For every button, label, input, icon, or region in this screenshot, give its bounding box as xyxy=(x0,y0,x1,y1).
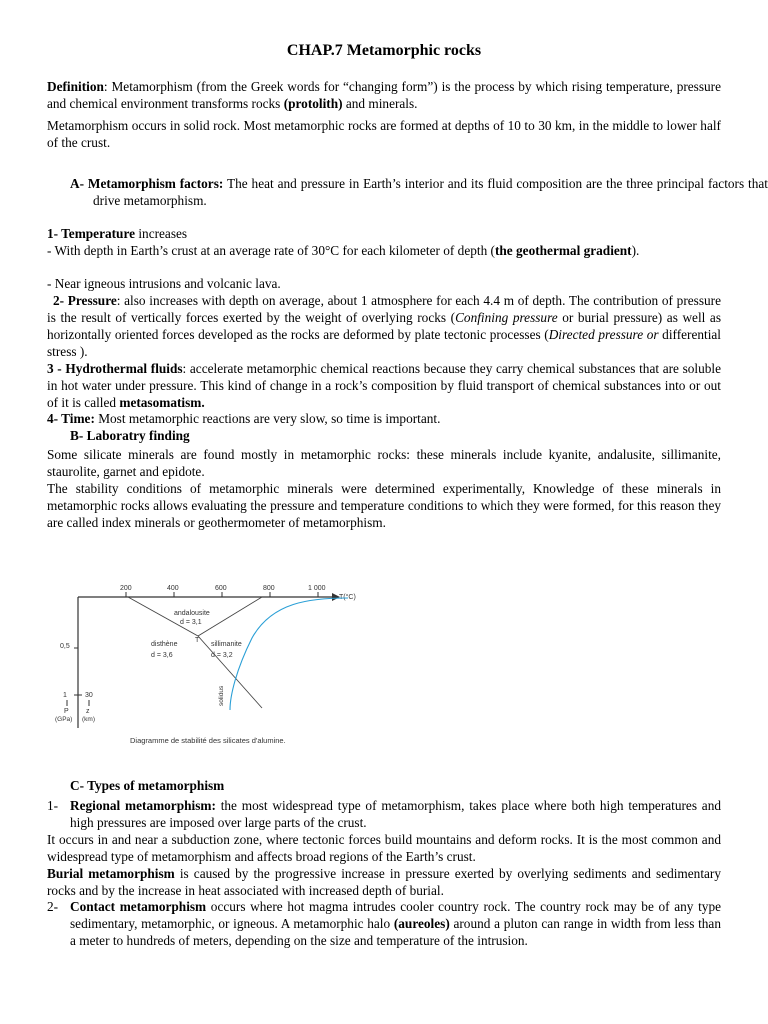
temperature-depth-line: - With depth in Earth’s crust at an average rate of 30°C for each kilometer of depth (the geothermal gradient). xyxy=(47,243,640,258)
t-tick-400: 400 xyxy=(167,585,179,592)
page-title: CHAP.7 Metamorphic rocks xyxy=(286,42,482,59)
metasomatism-term: metasomatism. xyxy=(119,395,205,410)
definition-paragraph: Definition: Metamorphism (from the Greek words for “changing form”) is the process by which rising temperature, pressure and chemical environment transforms rocks (protolith) and minerals. xyxy=(47,79,721,111)
disthene-density: d = 3,6 xyxy=(151,652,173,659)
z-axis-label: z xyxy=(86,708,90,715)
andalousite-label: andalousite xyxy=(174,610,210,617)
section-a-heading: A- Metamorphism factors: xyxy=(70,176,224,191)
t-tick-200: 200 xyxy=(120,585,132,592)
burial-paragraph: Burial metamorphism is caused by the progressive increase in pressure exerted by overlying sediments and sedimentary rocks and by the increase in heat associated with increased depth of burial. xyxy=(47,866,721,898)
section-c-heading: C- Types of metamorphism xyxy=(70,778,225,793)
regional-metamorphism-item: 1- Regional metamorphism: the most widespread type of metamorphism, takes place where both high temperatures and high pressures are imposed over large parts of the crust. xyxy=(47,798,721,830)
sillimanite-density: d = 3,2 xyxy=(211,652,233,659)
t-tick-600: 600 xyxy=(215,585,227,592)
time-paragraph: 4- Time: Most metamorphic reactions are very slow, so time is important. xyxy=(47,411,441,426)
p-tick-0-5: 0,5 xyxy=(60,643,70,650)
geothermal-gradient-term: the geothermal gradient xyxy=(494,243,632,258)
time-heading: 4- Time: xyxy=(47,411,95,426)
alumina-silicate-stability-diagram xyxy=(40,578,380,748)
definition-label: Definition xyxy=(47,79,104,94)
section-b-paragraph-2: The stability conditions of metamorphic minerals were determined experimentally, Knowledge of these minerals in metamorphic rocks allows evaluating the pressure and temperature conditions to which they were formed, for this reason they are called index minerals or geothermometer of metamorphism. xyxy=(47,481,721,530)
fluids-paragraph: 3 - Hydrothermal fluids: accelerate metamorphic chemical reactions because they carry chemical substances that are soluble in hot water under pressure. This kind of change in a rock’s composition by fluid transport of chemical substances into or out of it is called metasomatism. xyxy=(47,361,721,410)
subduction-paragraph: It occurs in and near a subduction zone, where tectonic forces build mountains and deform rocks. It is the most common and widespread type of metamorphism and affects broad regions of the Earth’s crust. xyxy=(47,832,721,864)
regional-number: 1- xyxy=(47,798,59,813)
diagram-caption: Diagramme de stabilité des silicates d'alumine. xyxy=(130,736,286,745)
t-tick-1000: 1 000 xyxy=(308,585,326,592)
solidus-label: solidus xyxy=(218,685,225,706)
section-b-heading: B- Laboratry finding xyxy=(70,428,190,443)
contact-heading: Contact metamorphism xyxy=(70,899,207,914)
t-axis-label: T(°C) xyxy=(339,594,356,601)
pressure-paragraph: 2- Pressure: also increases with depth on average, about 1 atmosphere for each 4.4 m of depth. The contribution of pressure is the result of vertically forces exerted by the weight of overlying rocks (Confining pressure or burial pressure) as well as horizontally oriented forces developed as the rocks are deformed by plate tectonic processes (Directed pressure or differential stress ). xyxy=(47,293,722,359)
andalousite-density: d = 3,1 xyxy=(180,619,202,626)
section-a-paragraph: A- Metamorphism factors: The heat and pressure in Earth’s interior and its fluid composition are the three principal factors that drive metamorphism. xyxy=(70,176,768,208)
temperature-intrusion-line: - Near igneous intrusions and volcanic lava. xyxy=(47,276,281,291)
z-axis-unit: (km) xyxy=(82,716,95,723)
regional-heading: Regional metamorphism: xyxy=(70,798,216,813)
burial-heading: Burial metamorphism xyxy=(47,866,175,881)
sillimanite-label: sillimanite xyxy=(211,641,242,648)
contact-number: 2- xyxy=(47,899,59,914)
p-axis-unit: (GPa) xyxy=(55,716,73,723)
aureoles-term: (aureoles) xyxy=(393,916,450,931)
temperature-heading: 1- Temperature increases xyxy=(47,226,188,241)
fluids-heading: 3 - Hydrothermal fluids xyxy=(47,361,183,376)
intro-paragraph: Metamorphism occurs in solid rock. Most metamorphic rocks are formed at depths of 10 to 30 km, in the middle to lower half of the crust. xyxy=(47,118,721,150)
contact-metamorphism-item: 2- Contact metamorphism occurs where hot magma intrudes cooler country rock. The country rock may be of any type sedimentary, metamorphic, or igneous. A metamorphic halo (aureoles) around a pluton can range in width from less than a meter to hundreds of meters, depending on the size and temperature of the intrusion. xyxy=(47,899,722,948)
solidus-curve xyxy=(230,598,348,710)
z-tick-30: 30 xyxy=(85,692,93,699)
section-b-paragraph-1: Some silicate minerals are found mostly in metamorphic rocks: these minerals include kyanite, andalusite, sillimanite, staurolite, garnet and epidote. xyxy=(47,447,721,479)
protolith-term: (protolith) xyxy=(283,96,343,111)
t-tick-800: 800 xyxy=(263,585,275,592)
disthene-label: disthène xyxy=(151,641,178,648)
p-tick-1: 1 xyxy=(63,692,67,699)
pressure-heading: 2- Pressure xyxy=(53,293,117,308)
p-axis-label: P xyxy=(64,708,69,715)
triple-point-label: T xyxy=(195,637,200,644)
